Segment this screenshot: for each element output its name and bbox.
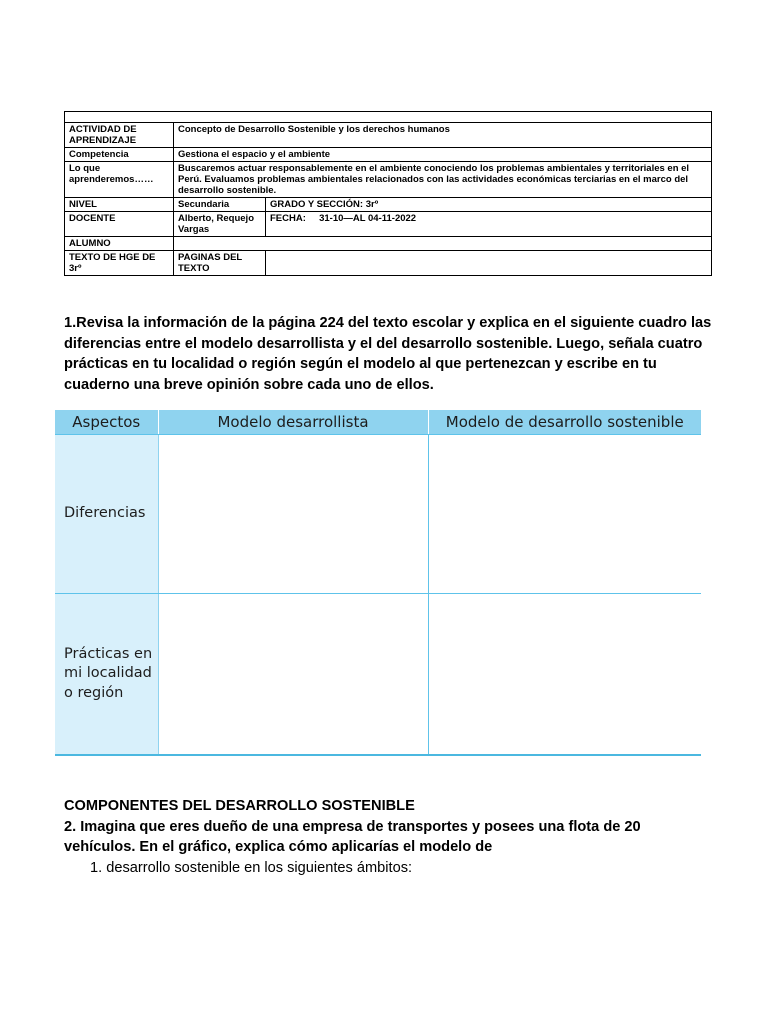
- list-item: 1. desarrollo sostenible en los siguientes ámbitos:: [90, 860, 413, 876]
- question-2-text: 2. Imagina que eres dueño de una empresa de transportes y posees una flota de 20 vehículos. En el gráfico, explica cómo aplicarías el modelo de: [64, 818, 641, 855]
- grado-cell: [266, 198, 712, 212]
- nivel-value: Secundaria: [174, 198, 266, 212]
- paginas-label: PAGINAS DEL TEXTO: [174, 251, 266, 276]
- competencia-value: Gestiona el espacio y el ambiente: [174, 148, 712, 162]
- alumno-field[interactable]: [174, 237, 712, 251]
- row-diferencias: Diferencias: [55, 435, 158, 594]
- paginas-field[interactable]: [266, 251, 712, 276]
- fecha-label: FECHA:: [270, 213, 306, 224]
- fecha-value: 31-10—AL 04-11-2022: [319, 213, 417, 224]
- components-section: [64, 796, 664, 858]
- blank-top-row: [65, 112, 712, 123]
- header-modelo-desarrollista: Modelo desarrollista: [158, 410, 428, 435]
- actividad-label: ACTIVIDAD DE APRENDIZAJE: [65, 123, 174, 148]
- components-title: COMPONENTES DEL DESARROLLO SOSTENIBLE: [64, 798, 415, 814]
- fecha-cell: [266, 212, 712, 237]
- aspects-comparison-table: [55, 410, 701, 756]
- cell-diferencias-sostenible[interactable]: [428, 435, 701, 594]
- cell-diferencias-desarrollista[interactable]: [158, 435, 428, 594]
- cell-practicas-desarrollista[interactable]: [158, 594, 428, 756]
- texto-label: TEXTO DE HGE DE 3rº: [65, 251, 174, 276]
- grado-label: GRADO Y SECCIÓN:: [270, 199, 364, 210]
- lo-que-label: Lo que aprenderemos……: [65, 162, 174, 198]
- docente-value: Alberto, Requejo Vargas: [174, 212, 266, 237]
- grado-value: 3rº: [365, 199, 379, 210]
- actividad-value: Concepto de Desarrollo Sostenible y los derechos humanos: [174, 123, 712, 148]
- activity-info-table: [64, 111, 712, 276]
- lo-que-value: Buscaremos actuar responsablemente en el ambiente conociendo los problemas ambientales y territoriales en el Perú. Evaluamos problemas ambientales relacionados con las actividades económicas terciarias en el marco del desarrollo sostenible.: [174, 162, 712, 198]
- cell-practicas-sostenible[interactable]: [428, 594, 701, 756]
- docente-label: DOCENTE: [65, 212, 174, 237]
- alumno-label: ALUMNO: [65, 237, 174, 251]
- row-practicas: Prácticas en mi localidad o región: [55, 594, 158, 756]
- question-1-text: 1.Revisa la información de la página 224 del texto escolar y explica en el siguiente cuadro las diferencias entre el modelo desarrollista y el del desarrollo sostenible. Luego, señala cuatro prácticas en tu localidad o región según el modelo al que pertenezcan y escribe en tu cuaderno una breve opinión sobre cada uno de ellos.: [64, 315, 712, 393]
- header-modelo-sostenible: Modelo de desarrollo sostenible: [428, 410, 701, 435]
- header-aspectos: Aspectos: [55, 410, 158, 435]
- competencia-label: Competencia: [65, 148, 174, 162]
- nivel-label: NIVEL: [65, 198, 174, 212]
